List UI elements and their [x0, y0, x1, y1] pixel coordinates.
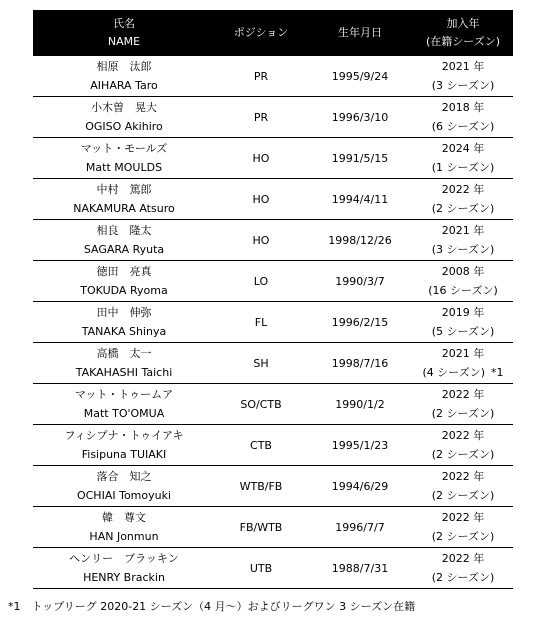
player-name-cell [33, 220, 215, 261]
player-birthdate: 1991/5/15 [307, 138, 413, 179]
player-name-ja: 徳田 亮真 [96, 265, 152, 278]
player-name-en: TAKAHASHI Taichi [75, 366, 173, 379]
player-seasons: (3 シーズン) [431, 243, 495, 256]
player-joined-cell [413, 425, 513, 466]
player-seasons-line [413, 404, 513, 423]
player-name-cell [33, 384, 215, 425]
player-name-cell [33, 302, 215, 343]
player-seasons-line [413, 158, 513, 177]
player-seasons: (2 シーズン) [431, 489, 495, 502]
player-position: FL [215, 302, 307, 343]
player-joined-year: 2022 年 [441, 552, 485, 565]
player-name-en: OGISO Akihiro [85, 120, 163, 133]
player-seasons-line [413, 486, 513, 505]
player-position: FB/WTB [215, 507, 307, 548]
player-seasons-line [413, 322, 513, 341]
player-name-cell [33, 466, 215, 507]
player-joined-year: 2022 年 [441, 511, 485, 524]
table-row [33, 56, 513, 97]
roster-table [33, 10, 513, 589]
player-name-cell [33, 343, 215, 384]
player-name-ja: 田中 伸弥 [96, 306, 152, 319]
player-joined-year: 2022 年 [441, 470, 485, 483]
player-birthdate: 1996/3/10 [307, 97, 413, 138]
player-name-en: Matt MOULDS [85, 161, 163, 174]
table-row [33, 261, 513, 302]
header-name-ja: 氏名 [113, 17, 135, 30]
table-row [33, 425, 513, 466]
player-name-ja: 高橋 太一 [96, 347, 152, 360]
player-birthdate: 1995/1/23 [307, 425, 413, 466]
player-birthdate: 1994/4/11 [307, 179, 413, 220]
player-joined-cell [413, 220, 513, 261]
player-name-en: TANAKA Shinya [81, 325, 167, 338]
player-joined-year: 2021 年 [441, 347, 485, 360]
table-body [33, 56, 513, 589]
player-seasons: (4 シーズン) [422, 366, 486, 379]
player-seasons-line [413, 240, 513, 259]
player-position: LO [215, 261, 307, 302]
player-seasons-line [413, 76, 513, 95]
player-seasons: (6 シーズン) [431, 120, 495, 133]
table-row [33, 138, 513, 179]
footnote: *1 トップリーグ 2020-21 シーズン（4 月～）およびリーグワン 3 シーズン在籍 [8, 600, 416, 613]
header-joined-year: 加入年 [446, 17, 480, 30]
player-seasons-line [413, 199, 513, 218]
player-birthdate: 1996/7/7 [307, 507, 413, 548]
player-seasons-line [413, 445, 513, 464]
player-position: WTB/FB [215, 466, 307, 507]
player-name-ja: 小木曽 晃大 [91, 101, 157, 114]
table-row [33, 507, 513, 548]
player-name-en: HAN Jonmun [89, 530, 159, 543]
player-seasons-line [413, 281, 513, 300]
player-position: PR [215, 56, 307, 97]
player-position: CTB [215, 425, 307, 466]
player-position: HO [215, 220, 307, 261]
table-row [33, 343, 513, 384]
player-birthdate: 1998/12/26 [307, 220, 413, 261]
player-birthdate: 1996/2/15 [307, 302, 413, 343]
player-name-ja: 韓 尊文 [102, 511, 146, 524]
player-name-en: TOKUDA Ryoma [80, 284, 168, 297]
player-name-ja: 相良 隆太 [96, 224, 152, 237]
table-header [33, 10, 513, 56]
player-seasons: (3 シーズン) [431, 79, 495, 92]
player-seasons-line [413, 568, 513, 587]
player-seasons: (1 シーズン) [431, 161, 495, 174]
player-name-cell [33, 548, 215, 589]
player-joined-cell [413, 466, 513, 507]
player-seasons: (5 シーズン) [431, 325, 495, 338]
player-name-ja: マット・モールズ [80, 142, 168, 155]
player-seasons-line [413, 363, 513, 382]
player-name-cell [33, 97, 215, 138]
table-row [33, 548, 513, 589]
player-joined-cell [413, 548, 513, 589]
player-joined-year: 2021 年 [441, 224, 485, 237]
player-joined-cell [413, 179, 513, 220]
player-joined-year: 2008 年 [441, 265, 485, 278]
player-name-cell [33, 507, 215, 548]
player-joined-year: 2022 年 [441, 388, 485, 401]
player-name-en: SAGARA Ryuta [83, 243, 165, 256]
player-seasons: (2 シーズン) [431, 571, 495, 584]
header-position: ポジション [215, 10, 307, 56]
player-joined-cell [413, 343, 513, 384]
player-seasons-line [413, 117, 513, 136]
table-row [33, 302, 513, 343]
player-name-ja: 相原 汰郎 [96, 60, 152, 73]
player-position: SH [215, 343, 307, 384]
table-row [33, 466, 513, 507]
player-name-ja: 中村 篤郎 [96, 183, 152, 196]
player-name-en: HENRY Brackin [83, 571, 165, 584]
player-seasons: (2 シーズン) [431, 530, 495, 543]
table-row [33, 384, 513, 425]
header-name [33, 10, 215, 56]
player-name-ja: フィシプナ・トゥイアキ [64, 429, 184, 442]
player-birthdate: 1990/3/7 [307, 261, 413, 302]
player-joined-year: 2018 年 [441, 101, 485, 114]
table-row [33, 220, 513, 261]
player-name-cell [33, 261, 215, 302]
player-name-ja: マット・トゥームア [74, 388, 174, 401]
header-row [33, 10, 513, 56]
player-joined-year: 2021 年 [441, 60, 485, 73]
player-birthdate: 1998/7/16 [307, 343, 413, 384]
player-position: HO [215, 138, 307, 179]
table-row [33, 179, 513, 220]
header-seasons: (在籍シーズン) [425, 35, 501, 48]
player-seasons: (2 シーズン) [431, 448, 495, 461]
player-seasons: (2 シーズン) [431, 202, 495, 215]
player-name-ja: ヘンリー ブラッキン [69, 552, 179, 565]
player-name-ja: 落合 知之 [96, 470, 152, 483]
player-name-en: AIHARA Taro [90, 79, 158, 92]
player-name-cell [33, 425, 215, 466]
player-joined-year: 2019 年 [441, 306, 485, 319]
player-joined-cell [413, 97, 513, 138]
player-joined-cell [413, 261, 513, 302]
player-seasons: (2 シーズン) [431, 407, 495, 420]
player-joined-year: 2022 年 [441, 429, 485, 442]
player-joined-cell [413, 302, 513, 343]
player-name-cell [33, 138, 215, 179]
player-seasons-line [413, 527, 513, 546]
player-name-cell [33, 56, 215, 97]
header-joined [413, 10, 513, 56]
header-name-en: NAME [107, 35, 141, 48]
player-birthdate: 1995/9/24 [307, 56, 413, 97]
header-birthdate: 生年月日 [307, 10, 413, 56]
player-name-en: OCHIAI Tomoyuki [76, 489, 172, 502]
player-position: SO/CTB [215, 384, 307, 425]
player-name-cell [33, 179, 215, 220]
player-joined-cell [413, 507, 513, 548]
player-position: PR [215, 97, 307, 138]
roster-table-container [33, 10, 513, 589]
player-joined-cell [413, 384, 513, 425]
player-name-en: NAKAMURA Atsuro [73, 202, 175, 215]
player-joined-cell [413, 138, 513, 179]
player-birthdate: 1988/7/31 [307, 548, 413, 589]
player-birthdate: 1990/1/2 [307, 384, 413, 425]
player-joined-cell [413, 56, 513, 97]
player-birthdate: 1994/6/29 [307, 466, 413, 507]
player-name-en: Matt TO'OMUA [83, 407, 165, 420]
player-joined-year: 2024 年 [441, 142, 485, 155]
player-note-mark: *1 [491, 366, 504, 379]
player-joined-year: 2022 年 [441, 183, 485, 196]
player-position: HO [215, 179, 307, 220]
table-row [33, 97, 513, 138]
player-seasons: (16 シーズン) [428, 284, 498, 297]
player-position: UTB [215, 548, 307, 589]
player-name-en: Fisipuna TUIAKI [81, 448, 167, 461]
